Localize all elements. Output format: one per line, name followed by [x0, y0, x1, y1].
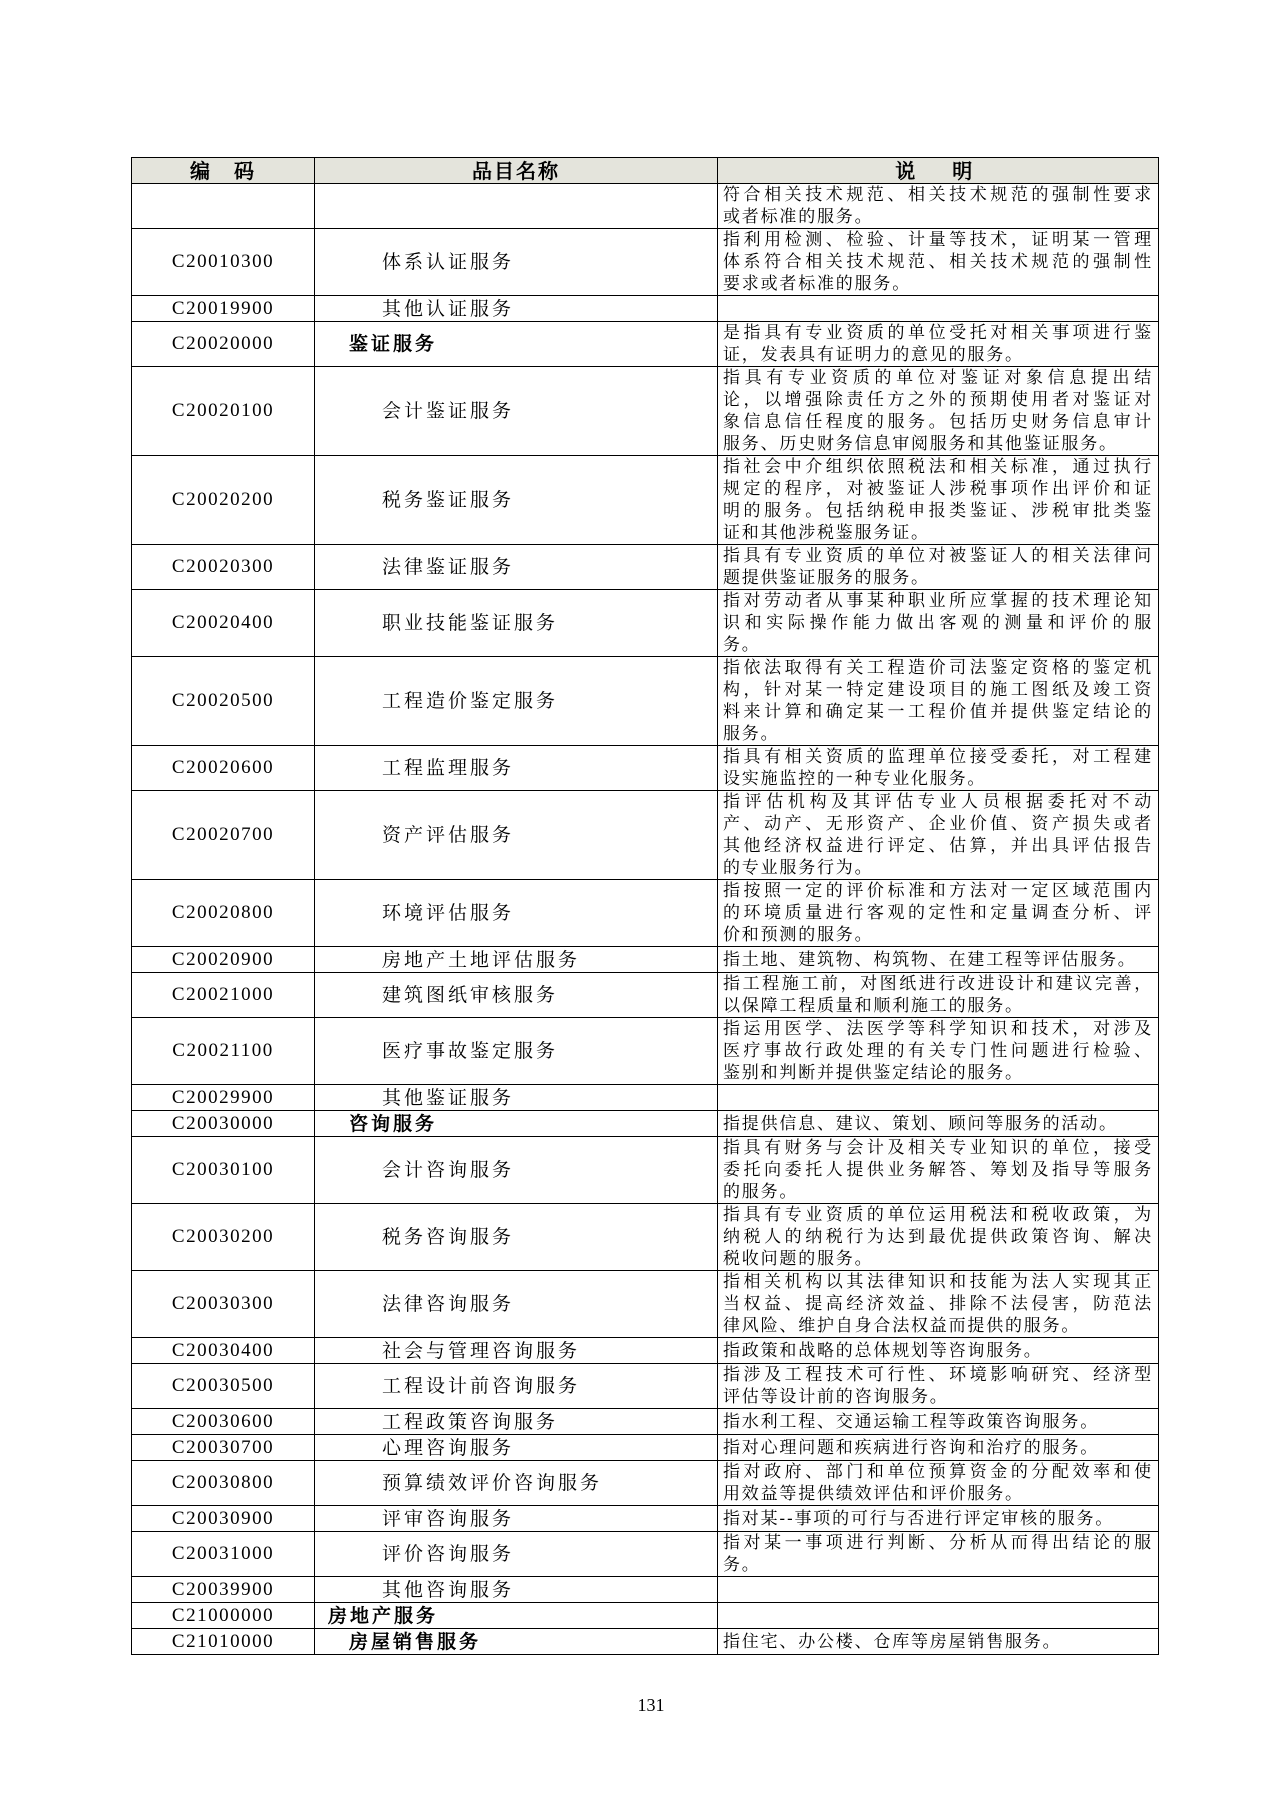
item-name: 评审咨询服务	[315, 1506, 718, 1532]
item-code: C20020500	[132, 657, 315, 746]
table-row	[132, 590, 1159, 657]
item-code: C20030600	[132, 1409, 315, 1435]
item-code: C20021000	[132, 973, 315, 1018]
table-row	[132, 973, 1159, 1018]
description-line: 指具有相关资质的监理单位接受委托，对工程建	[723, 747, 1153, 767]
item-name	[315, 184, 718, 229]
table-row	[132, 456, 1159, 545]
description-line: 设实施监控的一种专业化服务。	[723, 769, 987, 789]
item-description	[718, 1506, 1159, 1532]
description-line: 价和预测的服务。	[723, 925, 874, 945]
item-description	[718, 791, 1159, 880]
item-name: 职业技能鉴证服务	[315, 590, 718, 657]
description-line: 用效益等提供绩效评估和评价服务。	[723, 1484, 1024, 1504]
item-description	[718, 1577, 1159, 1603]
item-code: C20020800	[132, 880, 315, 947]
table-row	[132, 947, 1159, 973]
description-line: 评估等设计前的咨询服务。	[723, 1387, 949, 1407]
description-line: 指对心理问题和疾病进行咨询和治疗的服务。	[723, 1437, 1099, 1458]
item-description	[718, 1018, 1159, 1085]
description-line: 当权益、提高经济效益、排除不法侵害，防范法	[723, 1294, 1153, 1314]
description-line: 服务。	[723, 724, 780, 744]
item-code: C20031000	[132, 1532, 315, 1577]
table-row	[132, 296, 1159, 322]
item-description	[718, 973, 1159, 1018]
description-line: 的服务。	[723, 1182, 799, 1202]
item-name: 法律咨询服务	[315, 1271, 718, 1338]
item-name: 咨询服务	[315, 1111, 718, 1137]
description-line: 指政策和战略的总体规划等咨询服务。	[723, 1340, 1043, 1361]
item-name: 建筑图纸审核服务	[315, 973, 718, 1018]
table-row	[132, 1111, 1159, 1137]
item-description	[718, 947, 1159, 973]
item-name: 房地产服务	[315, 1603, 718, 1629]
header-name: 品目名称	[315, 158, 718, 184]
table-row	[132, 184, 1159, 229]
description-line: 务。	[723, 1555, 761, 1575]
description-line: 要求或者标准的服务。	[723, 274, 911, 294]
header-row	[132, 158, 1159, 184]
item-name: 医疗事故鉴定服务	[315, 1018, 718, 1085]
description-line: 指住宅、办公楼、仓库等房屋销售服务。	[723, 1631, 1062, 1652]
item-code: C20030000	[132, 1111, 315, 1137]
item-description	[718, 1603, 1159, 1629]
item-description	[718, 590, 1159, 657]
item-code: C20029900	[132, 1085, 315, 1111]
item-description	[718, 229, 1159, 296]
item-catalog-table	[131, 157, 1159, 1655]
item-name: 社会与管理咨询服务	[315, 1338, 718, 1364]
description-line: 委托向委托人提供业务解答、筹划及指导等服务	[723, 1160, 1153, 1180]
page-number: 131	[637, 1695, 665, 1715]
description-line: 料来计算和确定某一工程价值并提供鉴定结论的	[723, 702, 1153, 722]
item-name: 工程设计前咨询服务	[315, 1364, 718, 1409]
table-row	[132, 1204, 1159, 1271]
item-code: C21000000	[132, 1603, 315, 1629]
item-name: 其他鉴证服务	[315, 1085, 718, 1111]
description-line: 鉴别和判断并提供鉴定结论的服务。	[723, 1063, 1024, 1083]
table-row	[132, 1629, 1159, 1655]
description-line: 指相关机构以其法律知识和技能为法人实现其正	[723, 1272, 1153, 1292]
table-row	[132, 229, 1159, 296]
item-name: 工程政策咨询服务	[315, 1409, 718, 1435]
item-code: C20020100	[132, 367, 315, 456]
table-row	[132, 545, 1159, 590]
description-line: 构，针对某一特定建设项目的施工图纸及竣工资	[723, 680, 1153, 700]
description-line: 的专业服务行为。	[723, 858, 874, 878]
table-row	[132, 1532, 1159, 1577]
description-line: 指依法取得有关工程造价司法鉴定资格的鉴定机	[723, 658, 1153, 678]
item-name: 其他咨询服务	[315, 1577, 718, 1603]
item-description	[718, 1111, 1159, 1137]
description-line: 指提供信息、建议、策划、顾问等服务的活动。	[723, 1113, 1118, 1134]
description-line: 指对政府、部门和单位预算资金的分配效率和使	[723, 1462, 1153, 1482]
item-description	[718, 1409, 1159, 1435]
item-description	[718, 1461, 1159, 1506]
item-code: C20020900	[132, 947, 315, 973]
item-description	[718, 1085, 1159, 1111]
table-row	[132, 1364, 1159, 1409]
description-line: 指评估机构及其评估专业人员根据委托对不动	[723, 792, 1153, 812]
item-name: 房屋销售服务	[315, 1629, 718, 1655]
description-line: 指对某一事项进行判断、分析从而得出结论的服	[723, 1533, 1153, 1553]
item-name: 法律鉴证服务	[315, 545, 718, 590]
header-description: 说 明	[718, 158, 1159, 184]
description-line: 符合相关技术规范、相关技术规范的强制性要求	[723, 185, 1153, 205]
item-description	[718, 1137, 1159, 1204]
description-line: 象信息信任程度的服务。包括历史财务信息审计	[723, 412, 1153, 432]
table-row	[132, 1018, 1159, 1085]
description-line: 是指具有专业资质的单位受托对相关事项进行鉴	[723, 323, 1153, 343]
table-row	[132, 1338, 1159, 1364]
table-row	[132, 1409, 1159, 1435]
description-line: 指运用医学、法医学等科学知识和技术，对涉及	[723, 1019, 1153, 1039]
description-line: 证和其他涉税鉴服务证。	[723, 523, 930, 543]
description-line: 纳税人的纳税行为达到最优提供政策咨询、解决	[723, 1227, 1153, 1247]
item-description	[718, 1364, 1159, 1409]
description-line: 明的服务。包括纳税申报类鉴证、涉税审批类鉴	[723, 501, 1153, 521]
item-code: C20020200	[132, 456, 315, 545]
item-code: C20020600	[132, 746, 315, 791]
description-line: 其他经济权益进行评定、估算，并出具评估报告	[723, 836, 1153, 856]
item-code: C20030300	[132, 1271, 315, 1338]
description-line: 或者标准的服务。	[723, 207, 874, 227]
item-name: 税务鉴证服务	[315, 456, 718, 545]
item-description	[718, 456, 1159, 545]
item-name: 预算绩效评价咨询服务	[315, 1461, 718, 1506]
table-header	[132, 158, 1159, 184]
item-name: 资产评估服务	[315, 791, 718, 880]
item-description	[718, 1338, 1159, 1364]
item-code: C20030700	[132, 1435, 315, 1461]
item-code: C21010000	[132, 1629, 315, 1655]
item-description	[718, 367, 1159, 456]
item-code: C20030200	[132, 1204, 315, 1271]
table-row	[132, 746, 1159, 791]
item-name: 评价咨询服务	[315, 1532, 718, 1577]
item-name: 会计咨询服务	[315, 1137, 718, 1204]
description-line: 题提供鉴证服务的服务。	[723, 568, 930, 588]
table-row	[132, 1577, 1159, 1603]
item-description	[718, 296, 1159, 322]
description-line: 以保障工程质量和顺利施工的服务。	[723, 996, 1024, 1016]
table-row	[132, 1603, 1159, 1629]
item-code: C20021100	[132, 1018, 315, 1085]
item-description	[718, 1532, 1159, 1577]
description-line: 的环境质量进行客观的定性和定量调查分析、评	[723, 903, 1153, 923]
item-description	[718, 184, 1159, 229]
table-row	[132, 657, 1159, 746]
description-line: 指工程施工前，对图纸进行改进设计和建议完善，	[723, 974, 1153, 994]
item-name: 环境评估服务	[315, 880, 718, 947]
item-name: 工程造价鉴定服务	[315, 657, 718, 746]
item-code: C20020300	[132, 545, 315, 590]
table-row	[132, 1461, 1159, 1506]
description-line: 服务、历史财务信息审阅服务和其他鉴证服务。	[723, 434, 1118, 454]
table-row	[132, 1137, 1159, 1204]
item-code: C20019900	[132, 296, 315, 322]
header-code: 编 码	[132, 158, 315, 184]
item-code: C20039900	[132, 1577, 315, 1603]
description-line: 指具有专业资质的单位对被鉴证人的相关法律问	[723, 546, 1153, 566]
item-code: C20030500	[132, 1364, 315, 1409]
item-code: C20020000	[132, 322, 315, 367]
table-row	[132, 1506, 1159, 1532]
item-description	[718, 1271, 1159, 1338]
description-line: 证，发表具有证明力的意见的服务。	[723, 345, 1024, 365]
item-code: C20030900	[132, 1506, 315, 1532]
item-name: 其他认证服务	[315, 296, 718, 322]
item-description	[718, 746, 1159, 791]
item-name: 心理咨询服务	[315, 1435, 718, 1461]
description-line: 体系符合相关技术规范、相关技术规范的强制性	[723, 252, 1153, 272]
description-line: 论，以增强除责任方之外的预期使用者对鉴证对	[723, 390, 1153, 410]
item-description	[718, 657, 1159, 746]
item-name: 会计鉴证服务	[315, 367, 718, 456]
table-row	[132, 1085, 1159, 1111]
table-row	[132, 791, 1159, 880]
description-line: 指土地、建筑物、构筑物、在建工程等评估服务。	[723, 949, 1137, 970]
description-line: 税收问题的服务。	[723, 1249, 874, 1269]
item-name: 工程监理服务	[315, 746, 718, 791]
item-code: C20030400	[132, 1338, 315, 1364]
item-description	[718, 1204, 1159, 1271]
item-name: 鉴证服务	[315, 322, 718, 367]
description-line: 指具有财务与会计及相关专业知识的单位，接受	[723, 1138, 1153, 1158]
item-description	[718, 1435, 1159, 1461]
description-line: 指对劳动者从事某种职业所应掌握的技术理论知	[723, 591, 1153, 611]
description-line: 指按照一定的评价标准和方法对一定区域范围内	[723, 881, 1153, 901]
item-code: C20020400	[132, 590, 315, 657]
description-line: 指社会中介组织依照税法和相关标准，通过执行	[723, 457, 1153, 477]
table-row	[132, 1271, 1159, 1338]
item-description	[718, 545, 1159, 590]
description-line: 识和实际操作能力做出客观的测量和评价的服	[723, 613, 1153, 633]
description-line: 指水利工程、交通运输工程等政策咨询服务。	[723, 1411, 1099, 1432]
item-code: C20020700	[132, 791, 315, 880]
table-row	[132, 1435, 1159, 1461]
item-code: C20010300	[132, 229, 315, 296]
description-line: 务。	[723, 635, 761, 655]
item-description	[718, 1629, 1159, 1655]
item-code: C20030100	[132, 1137, 315, 1204]
description-line: 指对某--事项的可行与否进行评定审核的服务。	[723, 1508, 1115, 1529]
description-line: 律风险、维护自身合法权益而提供的服务。	[723, 1316, 1081, 1336]
description-line: 指利用检测、检验、计量等技术，证明某一管理	[723, 230, 1153, 250]
table-row	[132, 367, 1159, 456]
item-name: 体系认证服务	[315, 229, 718, 296]
description-line: 规定的程序，对被鉴证人涉税事项作出评价和证	[723, 479, 1153, 499]
description-line: 指具有专业资质的单位对鉴证对象信息提出结	[723, 368, 1153, 388]
item-name: 房地产土地评估服务	[315, 947, 718, 973]
description-line: 指具有专业资质的单位运用税法和税收政策，为	[723, 1205, 1153, 1225]
item-description	[718, 322, 1159, 367]
description-line: 指涉及工程技术可行性、环境影响研究、经济型	[723, 1365, 1153, 1385]
description-line: 产、动产、无形资产、企业价值、资产损失或者	[723, 814, 1153, 834]
item-description	[718, 880, 1159, 947]
table-row	[132, 880, 1159, 947]
item-code: C20030800	[132, 1461, 315, 1506]
catalog-body	[132, 184, 1159, 1655]
table-row	[132, 322, 1159, 367]
item-name: 税务咨询服务	[315, 1204, 718, 1271]
item-code	[132, 184, 315, 229]
description-line: 医疗事故行政处理的有关专门性问题进行检验、	[723, 1041, 1153, 1061]
